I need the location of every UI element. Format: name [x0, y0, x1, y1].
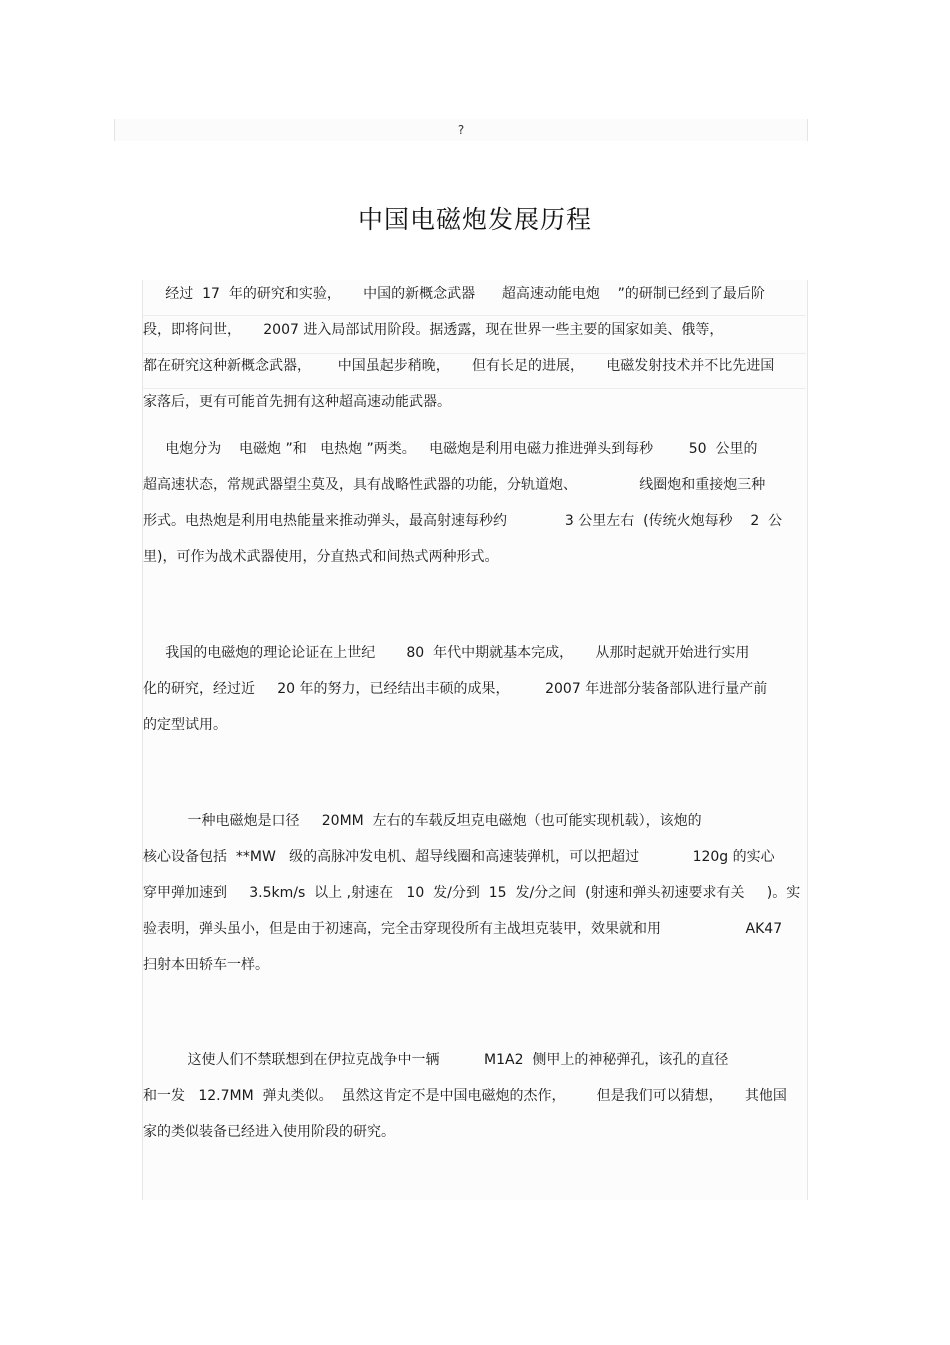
paragraph-4	[143, 803, 803, 983]
paragraph-line: 化的研究，经过近 20 年的努力，已经结出丰硕的成果， 2007 年进部分装备部队进行量产前	[143, 681, 768, 697]
paragraph-line: 我国的电磁炮的理论论证在上世纪 80 年代中期就基本完成， 从那时起就开始进行实用	[143, 645, 750, 661]
paragraph-line: 电炮分为 电磁炮 ”和 电热炮 ”两类。 电磁炮是利用电磁力推进弹头到每秒 50 公里的	[143, 441, 758, 457]
document-title: 中国电磁炮发展历程	[357, 205, 592, 234]
paragraph-line: 的定型试用。	[143, 717, 227, 733]
paragraph-line: 都在研究这种新概念武器， 中国虽起步稍晚， 但有长足的进展， 电磁发射技术并不比先进国	[143, 358, 775, 374]
paragraph-line: 验表明，弹头虽小，但是由于初速高，完全击穿现役所有主战坦克装甲，效果就和用 AK47	[143, 921, 783, 937]
paragraph-line: 家落后，更有可能首先拥有这种超高速动能武器。	[143, 394, 451, 410]
paragraph-line: 核心设备包括 **MW 级的高脉冲发电机、超导线圈和高速装弹机，可以把超过 120g 的实心	[143, 849, 775, 865]
paragraph-line: 里)，可作为战术武器使用，分直热式和间热式两种形式。	[143, 549, 499, 565]
paragraph-line: 形式。电热炮是利用电热能量来推动弹头，最高射速每秒约 3 公里左右 (传统火炮每秒 2 公	[143, 513, 783, 529]
paragraph-line: 家的类似装备已经进入使用阶段的研究。	[143, 1124, 395, 1140]
paragraph-line: 扫射本田轿车一样。	[143, 957, 269, 973]
paragraph-line: 穿甲弹加速到 3.5km/s 以上 ,射速在 10 发/分到 15 发/分之间 (射速和弹头初速要求有关 )。实	[143, 885, 801, 901]
paragraph-line: 经过 17 年的研究和实验， 中国的新概念武器 超高速动能电炮 ”的研制已经到了最后阶	[143, 286, 765, 302]
paragraph-line: 这使人们不禁联想到在伊拉克战争中一辆 M1A2 侧甲上的神秘弹孔，该孔的直径	[143, 1052, 729, 1068]
paragraph-line: 一种电磁炮是口径 20MM 左右的车载反坦克电磁炮（也可能实现机载），该炮的	[143, 813, 702, 829]
paragraph-line: 超高速状态，常规武器望尘莫及，具有战略性武器的功能，分轨道炮、 线圈炮和重接炮三种	[143, 477, 766, 493]
header-mark: ?	[457, 123, 465, 137]
paragraph-3	[143, 635, 803, 743]
paragraph-5	[143, 1042, 803, 1150]
paragraph-line: 段，即将问世， 2007 进入局部试用阶段。据透露，现在世界一些主要的国家如美、俄等，	[143, 322, 724, 338]
paragraph-line: 和一发 12.7MM 弹丸类似。 虽然这肯定不是中国电磁炮的杰作， 但是我们可以猜想， 其他国	[143, 1088, 787, 1104]
page-header-band	[114, 119, 808, 141]
paragraph-1	[143, 276, 803, 420]
paragraph-2	[143, 431, 803, 575]
